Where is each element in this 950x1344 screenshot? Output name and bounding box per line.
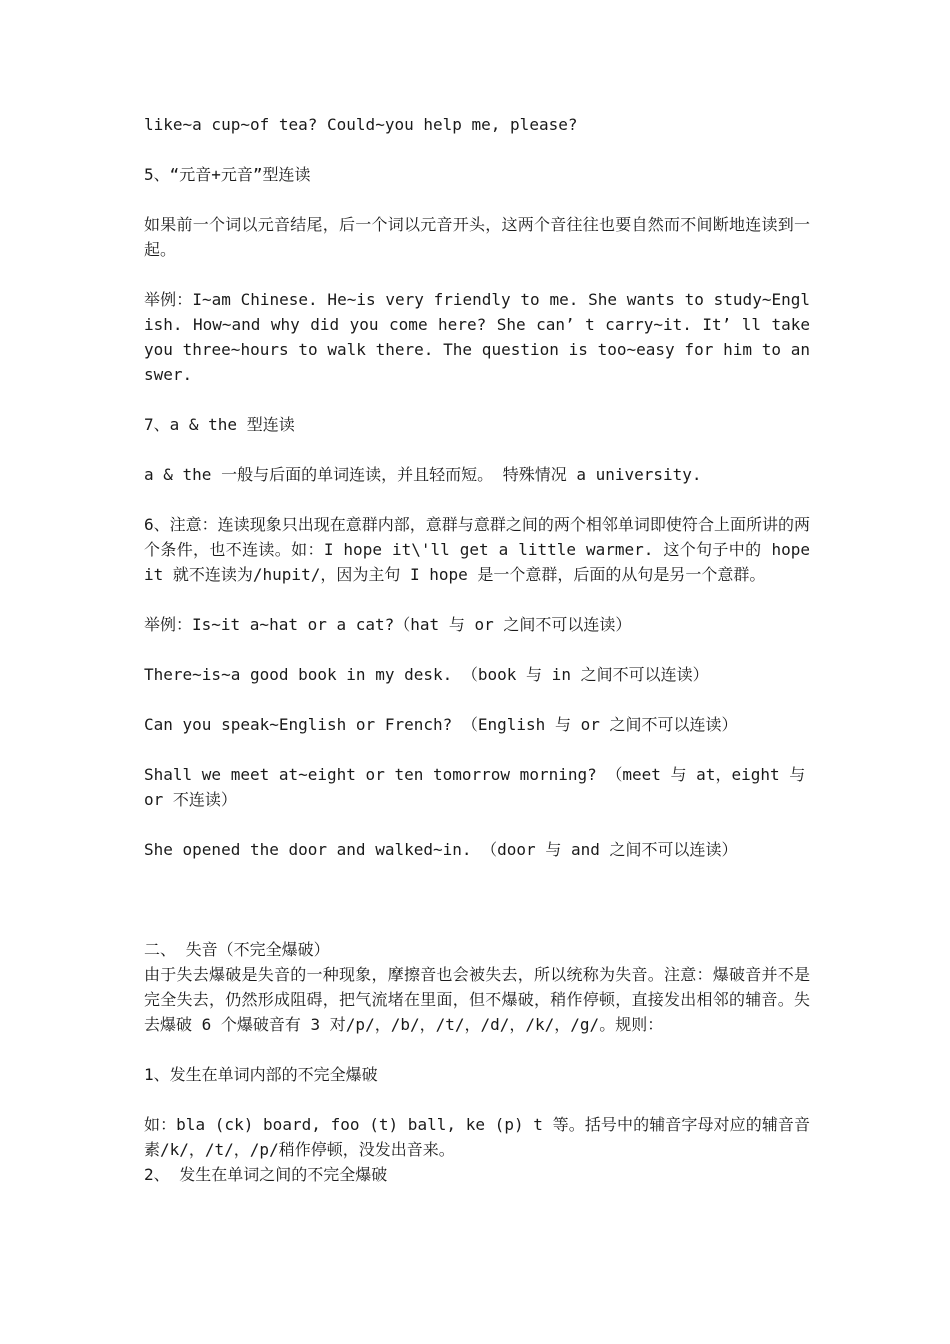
heading-vowel-vowel: 5、“元音+元音”型连读 [144, 165, 311, 184]
example-opened-door: She opened the door and walked~in. （door 与 and 之间不可以连读） [144, 840, 738, 859]
section-gap [144, 887, 810, 937]
rule-1-heading: 1、发生在单词内部的不完全爆破 [144, 1065, 378, 1084]
example-line-tea: like~a cup~of tea? Could~you help me, please? [144, 115, 578, 134]
paragraph-a-the: a & the 一般与后面的单词连读，并且轻而短。 特殊情况 a university. [144, 465, 702, 484]
section-title-loss-of-plosion: 二、 失音（不完全爆破） [144, 940, 330, 959]
paragraph-note-sense-group: 6、注意：连读现象只出现在意群内部，意群与意群之间的两个相邻单词即使符合上面所讲的两个条件，也不连读。如：I hope it\'ll get a little warmer. 这个句子中的 hope it 就不连读为/hupit/，因为主句 I hope 是一个意群，后面的从句是另一个意群。 [144, 515, 810, 584]
example-speak-english: Can you speak~English or French? （English 与 or 之间不可以连读） [144, 715, 738, 734]
example-good-book: There~is~a good book in my desk. （book 与 in 之间不可以连读） [144, 665, 709, 684]
paragraph-loss-of-plosion: 由于失去爆破是失音的一种现象，摩擦音也会被失去，所以统称为失音。注意：爆破音并不是完全失去，仍然形成阻碍，把气流堵在里面，但不爆破，稍作停顿，直接发出相邻的辅音。失去爆破 6 个爆破音有 3 对/p/，/b/，/t/，/d/，/k/，/g/。规则： [144, 965, 810, 1034]
paragraph-vowel-rule: 如果前一个词以元音结尾，后一个词以元音开头，这两个音往往也要自然而不间断地连读到一起。 [144, 215, 810, 259]
rule-1-example: 如：bla (ck) board, foo (t) ball, ke (p) t 等。括号中的辅音字母对应的辅音音素/k/，/t/，/p/稍作停顿，没发出音来。 [144, 1115, 810, 1159]
heading-a-the: 7、a & the 型连读 [144, 415, 295, 434]
document-page [144, 112, 810, 1212]
example-hat-cat: 举例：Is~it a~hat or a cat?（hat 与 or 之间不可以连读） [144, 615, 632, 634]
examples-vowel-vowel: 举例：I~am Chinese. He~is very friendly to me. She wants to study~English. How~and why did you come here? She can’ t carry~it. It’ ll take you three~hours to walk there. The question is too~easy for him to answer. [144, 290, 810, 384]
example-meet-at-eight: Shall we meet at~eight or ten tomorrow morning? （meet 与 at，eight 与 or 不连读） [144, 765, 806, 809]
rule-2-heading: 2、 发生在单词之间的不完全爆破 [144, 1165, 388, 1184]
